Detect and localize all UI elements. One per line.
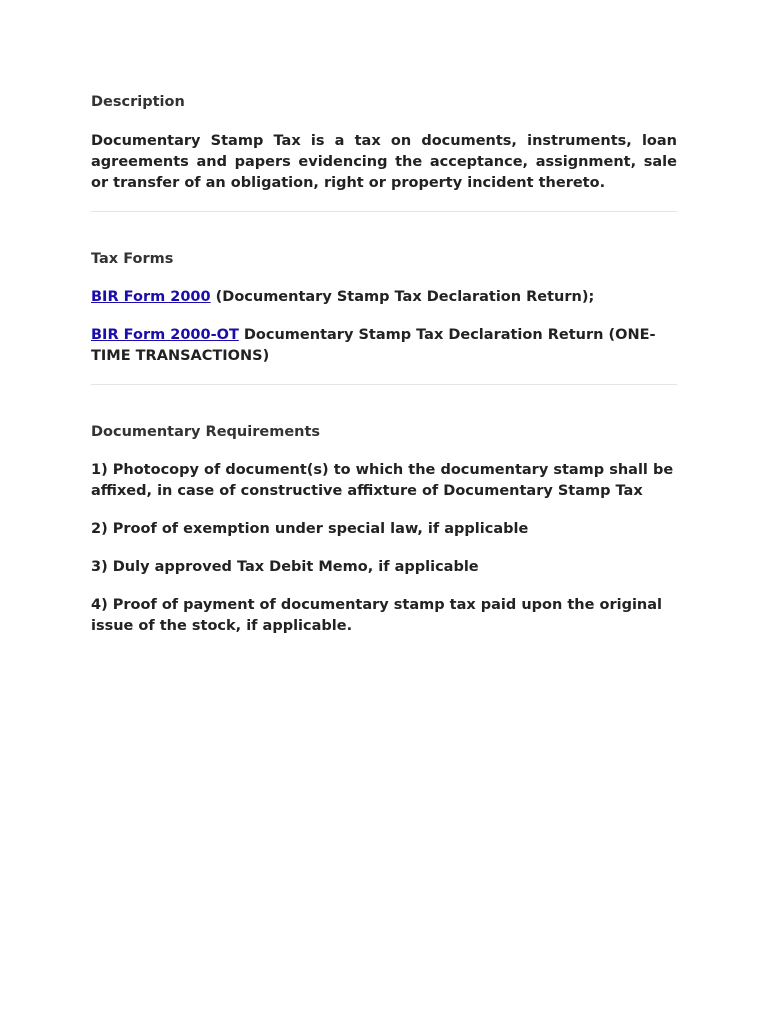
section-divider <box>91 384 677 385</box>
document-page <box>91 92 677 637</box>
tax-form-item <box>91 325 677 367</box>
requirements-heading: Documentary Requirements <box>91 424 321 440</box>
tax-form-item <box>91 287 677 308</box>
requirement-item: 1) Photocopy of document(s) to which the documentary stamp shall be affixed, in case of constructive affixture of Documentary Stamp Tax <box>91 462 674 499</box>
requirement-item: 4) Proof of payment of documentary stamp tax paid upon the original issue of the stock, if applicable. <box>91 597 663 634</box>
description-heading: Description <box>91 94 185 110</box>
tax-forms-heading: Tax Forms <box>91 251 174 267</box>
tax-form-description: Documentary Stamp Tax Declaration Return (ONE-TIME TRANSACTIONS) <box>91 327 656 364</box>
bir-form-2000-link[interactable]: BIR Form 2000 <box>91 289 211 305</box>
tax-form-description: (Documentary Stamp Tax Declaration Return); <box>210 289 595 305</box>
requirement-item: 2) Proof of exemption under special law, if applicable <box>91 521 529 537</box>
requirement-item: 3) Duly approved Tax Debit Memo, if applicable <box>91 559 479 575</box>
description-body: Documentary Stamp Tax is a tax on documents, instruments, loan agreements and papers evidencing the acceptance, assignment, sale or transfer of an obligation, right or property incident thereto. <box>91 133 677 191</box>
bir-form-2000-ot-link[interactable]: BIR Form 2000-OT <box>91 327 239 343</box>
section-divider <box>91 211 677 212</box>
